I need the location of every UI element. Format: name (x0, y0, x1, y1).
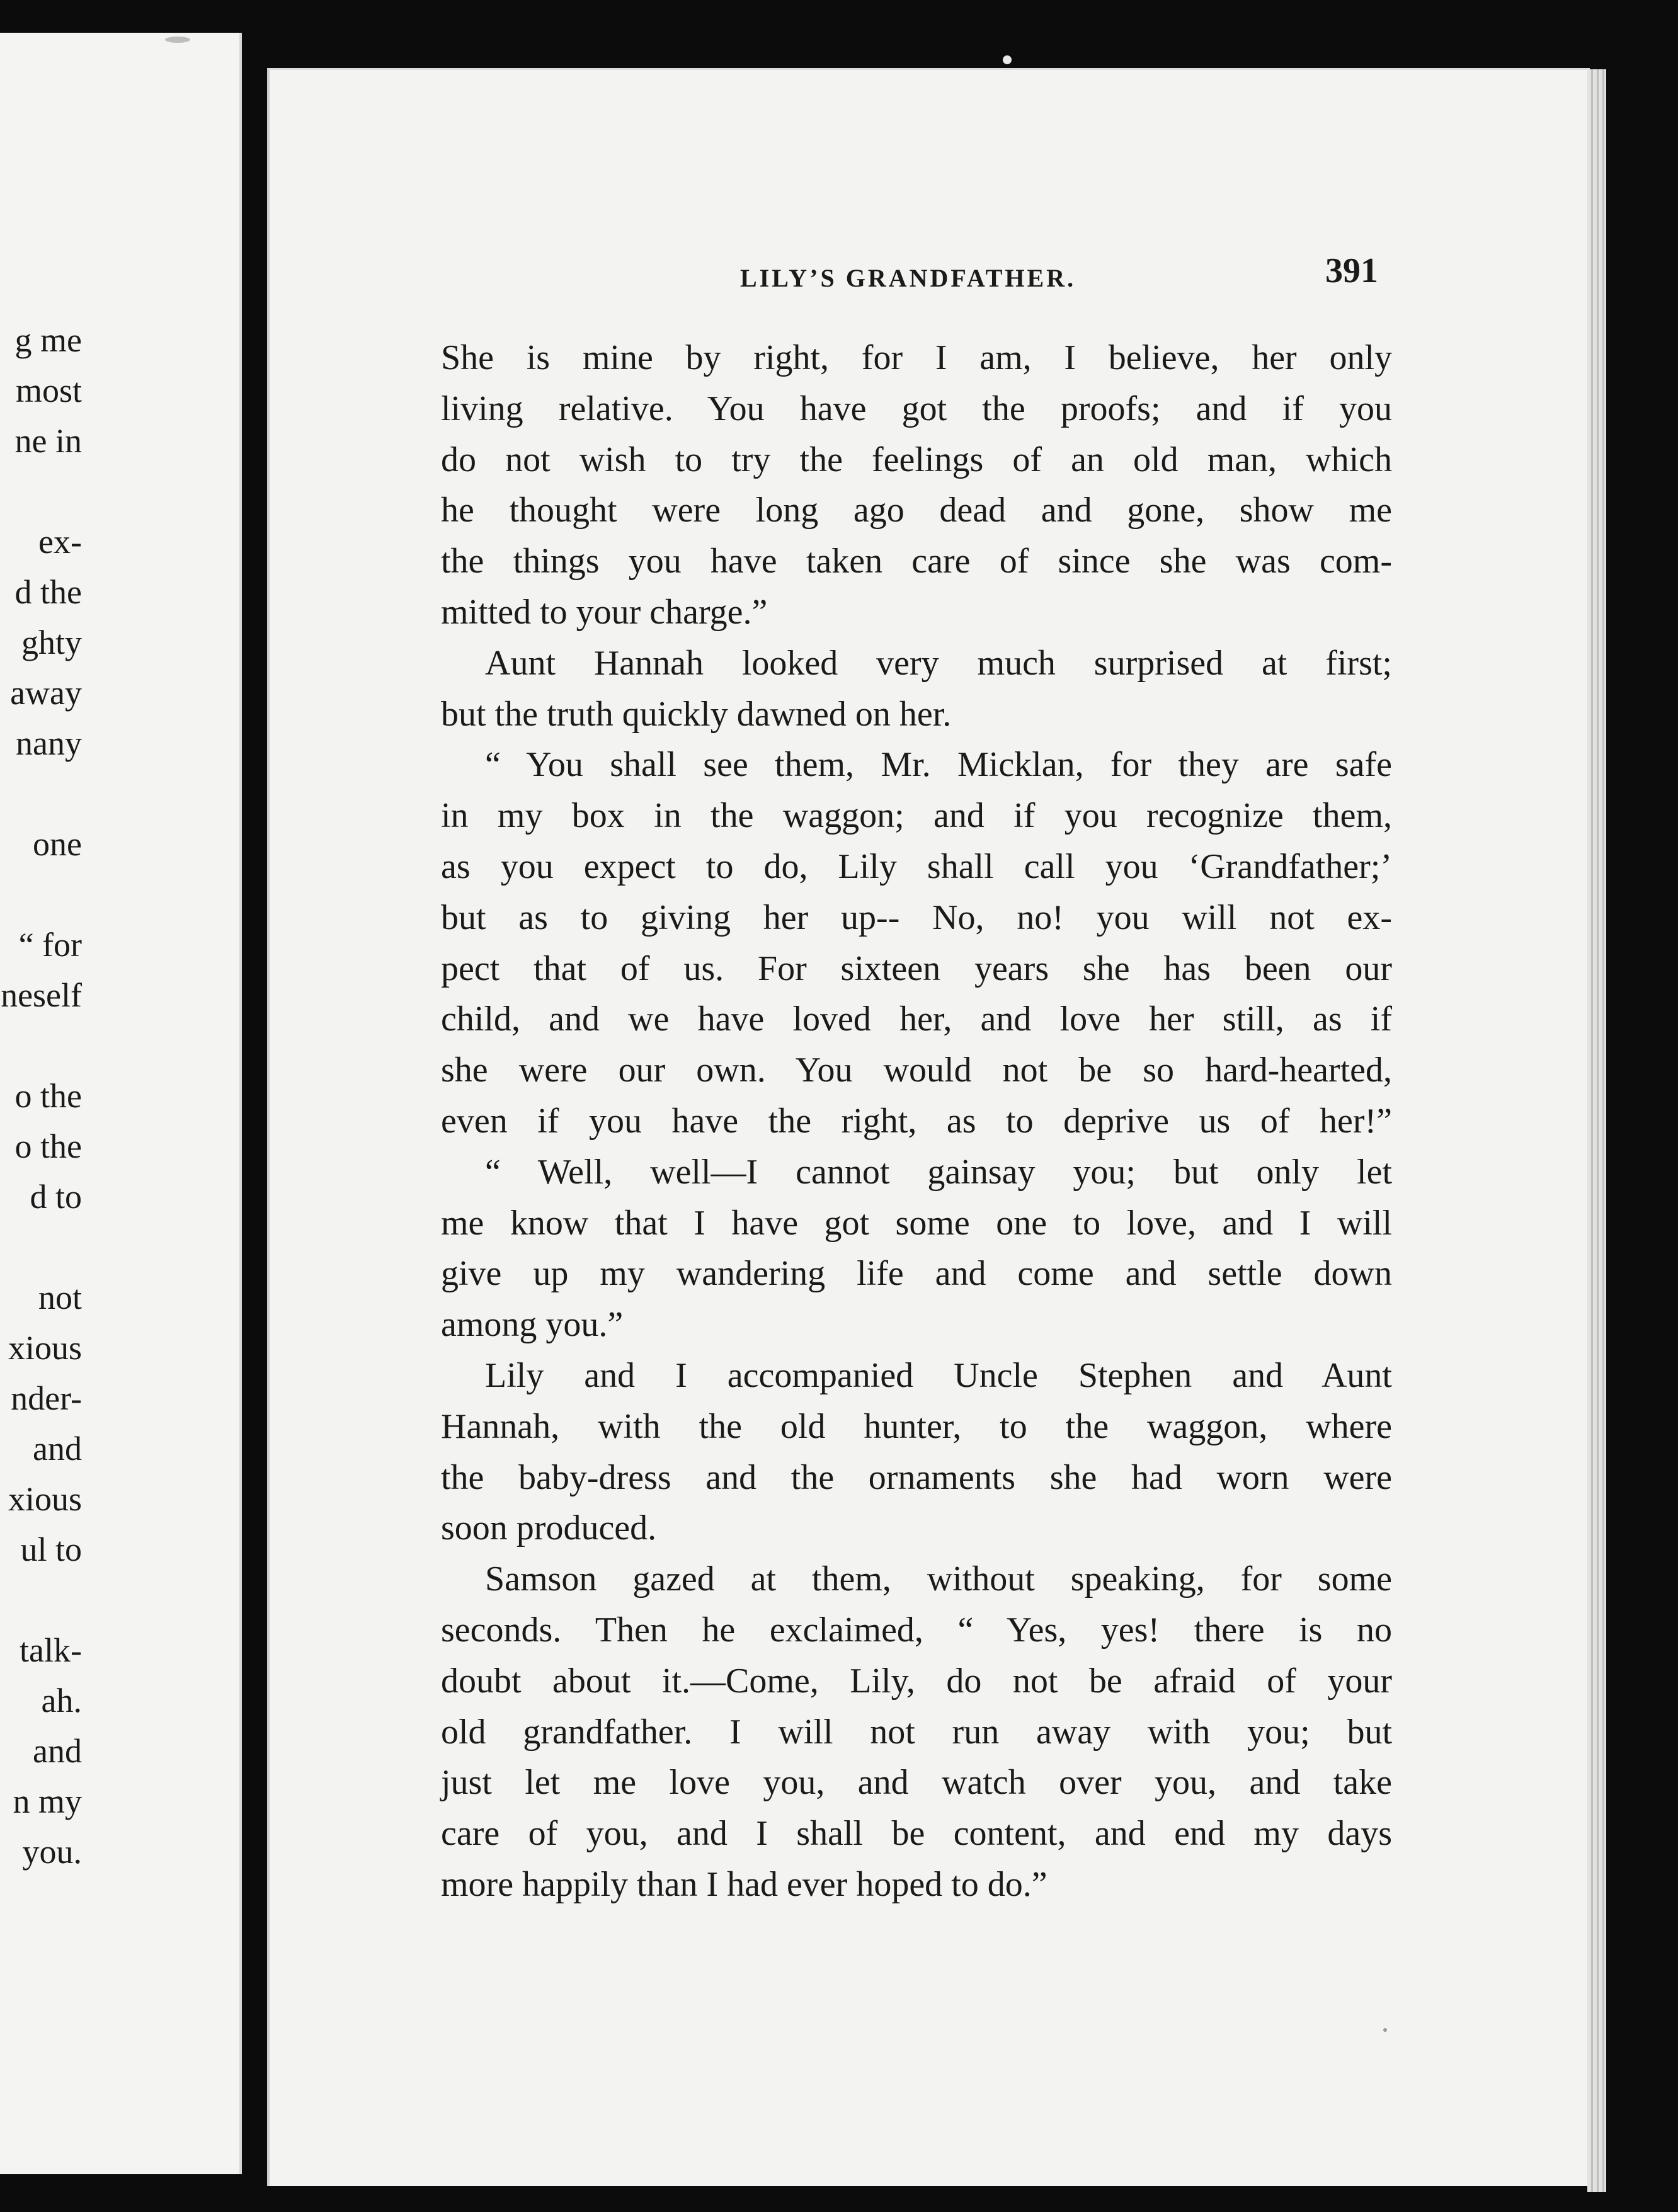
text-line: living relative. You have got the proofs; and if you (441, 389, 1392, 428)
text-line: as you expect to do, Lily shall call you ‘Grandfather;’ (441, 847, 1392, 886)
text-line: child, and we have loved her, and love her still, as if (441, 1000, 1392, 1039)
text-line: Samson gazed at them, without speaking, for some (485, 1559, 1392, 1599)
previous-page-line: g me (14, 321, 82, 359)
page-edge (1587, 69, 1606, 2192)
text-line: soon produced. (441, 1508, 657, 1548)
previous-page (0, 33, 242, 2174)
body-text (441, 333, 1392, 1910)
text-line: she were our own. You would not be so hard-hearted, (441, 1051, 1392, 1090)
previous-page-line: one (33, 825, 82, 863)
previous-page-line: ne in (14, 422, 82, 460)
previous-page-line: nder- (11, 1379, 82, 1417)
previous-page-line: n my (13, 1782, 82, 1820)
text-line: the baby-dress and the ornaments she had worn were (441, 1457, 1392, 1497)
text-line: but the truth quickly dawned on her. (441, 694, 952, 734)
text-line: doubt about it.—Come, Lily, do not be afraid of your (441, 1661, 1392, 1701)
page-number: 391 (1325, 251, 1378, 290)
previous-page-line: most (15, 372, 82, 409)
text-line: more happily than I had ever hoped to do.” (441, 1864, 1047, 1904)
text-line: in my box in the waggon; and if you recognize them, (441, 796, 1392, 836)
dust-speck (1003, 55, 1012, 64)
previous-page-line: nany (16, 724, 82, 762)
text-line: me know that I have got some one to love, and I will (441, 1203, 1392, 1243)
previous-page-line: talk- (20, 1631, 82, 1669)
text-line: he thought were long ago dead and gone, show me (441, 491, 1392, 530)
previous-page-line: o the (14, 1127, 82, 1165)
previous-page-line: d the (14, 573, 82, 611)
text-line: Aunt Hannah looked very much surprised at first; (485, 643, 1392, 683)
text-line: She is mine by right, for I am, I believe, her only (441, 338, 1392, 377)
previous-page-line: d to (30, 1178, 82, 1216)
text-line: but as to giving her up-- No, no! you will not ex- (441, 898, 1392, 937)
text-line: just let me love you, and watch over you, and take (441, 1763, 1392, 1803)
previous-page-line: ah. (41, 1682, 82, 1719)
dust-speck (165, 37, 190, 43)
previous-page-line: ghty (21, 624, 82, 661)
previous-page-line: xious (8, 1329, 82, 1367)
previous-page-line: and (33, 1732, 82, 1770)
text-line: give up my wandering life and come and settle down (441, 1254, 1392, 1294)
text-line: Hannah, with the old hunter, to the waggon, where (441, 1406, 1392, 1446)
text-line: among you.” (441, 1305, 624, 1345)
previous-page-line: ex- (38, 523, 82, 561)
dust-speck (1383, 2028, 1387, 2032)
text-line: old grandfather. I will not run away with you; but (441, 1712, 1392, 1752)
previous-page-line: you. (22, 1833, 82, 1871)
text-line: do not wish to try the feelings of an old man, which (441, 440, 1392, 479)
text-line: Lily and I accompanied Uncle Stephen and Aunt (485, 1355, 1392, 1395)
previous-page-line: and (33, 1430, 82, 1468)
text-line: “ Well, well—I cannot gainsay you; but only let (485, 1152, 1392, 1192)
previous-page-line: away (10, 674, 82, 712)
previous-page-line: not (38, 1279, 82, 1316)
previous-page-line: ul to (20, 1531, 82, 1568)
previous-page-line: o the (14, 1077, 82, 1115)
text-line: care of you, and I shall be content, and end my days (441, 1814, 1392, 1854)
previous-page-line: “ for (18, 926, 82, 964)
text-line: “ You shall see them, Mr. Micklan, for they are safe (485, 745, 1392, 785)
text-line: the things you have taken care of since she was com- (441, 542, 1392, 581)
text-line: mitted to your charge.” (441, 592, 768, 632)
running-head: LILY’S GRANDFATHER. (740, 264, 1076, 292)
text-line: even if you have the right, as to deprive us of her!” (441, 1101, 1392, 1141)
previous-page-line: neself (1, 976, 82, 1014)
previous-page-line: xious (8, 1480, 82, 1518)
text-line: seconds. Then he exclaimed, “ Yes, yes! there is no (441, 1610, 1392, 1650)
text-line: pect that of us. For sixteen years she has been our (441, 949, 1392, 988)
